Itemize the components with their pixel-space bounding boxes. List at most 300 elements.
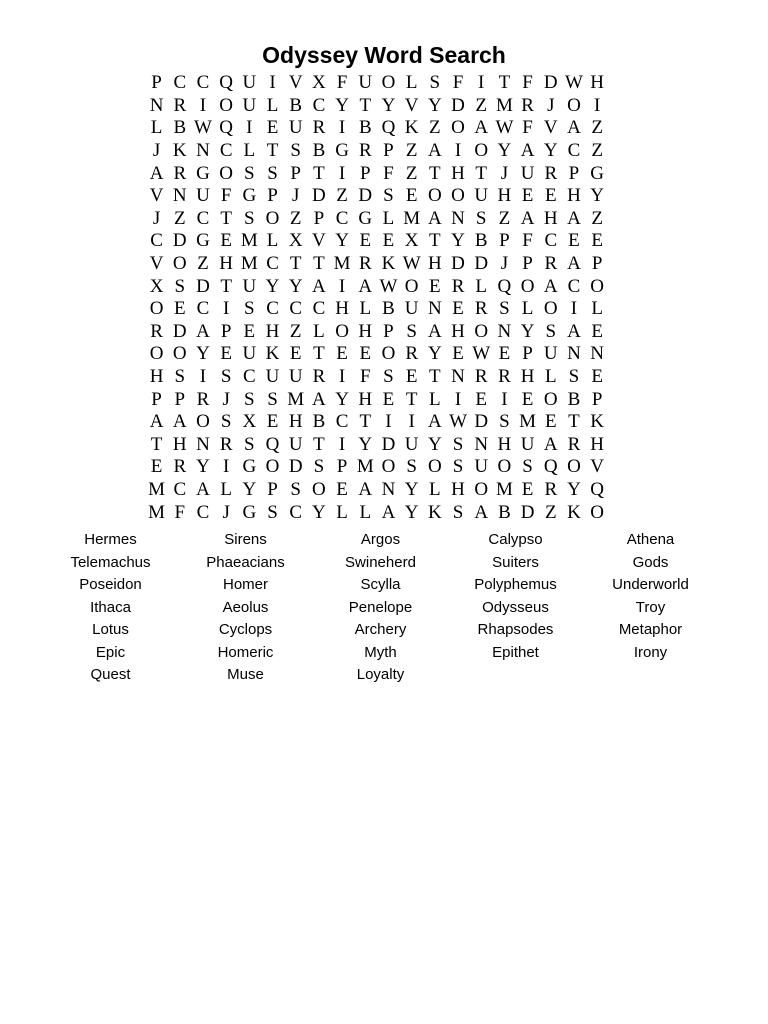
- grid-letter: U: [474, 456, 489, 478]
- grid-letter: G: [335, 140, 349, 162]
- grid-letter: M: [240, 253, 258, 275]
- grid-row: [145, 208, 625, 231]
- grid-letter: G: [590, 162, 605, 184]
- grid-letter: P: [359, 162, 371, 184]
- grid-letter: T: [405, 388, 418, 410]
- grid-letter: O: [474, 140, 489, 162]
- grid-letter: A: [427, 140, 442, 162]
- grid-letter: M: [403, 207, 421, 229]
- grid-letter: I: [338, 433, 346, 455]
- grid-letter: D: [358, 185, 373, 207]
- grid-letter: Q: [219, 117, 234, 139]
- grid-letter: E: [452, 298, 464, 320]
- grid-letter: C: [312, 298, 326, 320]
- grid-letter: E: [266, 411, 279, 433]
- grid-letter: N: [474, 433, 489, 455]
- word-item: Scylla: [360, 576, 401, 594]
- grid-letter: U: [288, 366, 303, 388]
- grid-letter: P: [499, 230, 510, 252]
- grid-letter: I: [408, 411, 415, 433]
- grid-letter: J: [152, 207, 161, 229]
- grid-letter: T: [313, 433, 325, 455]
- grid-letter: Z: [429, 117, 441, 139]
- grid-letter: O: [451, 185, 465, 207]
- grid-letter: O: [149, 298, 164, 320]
- grid-letter: A: [312, 388, 326, 410]
- grid-letter: I: [454, 388, 462, 410]
- grid-letter: E: [429, 275, 441, 297]
- grid-letter: H: [590, 433, 605, 455]
- grid-letter: E: [382, 230, 395, 252]
- word-item: Polyphemus: [474, 576, 557, 594]
- grid-row: [145, 117, 625, 140]
- grid-letter: D: [474, 253, 489, 275]
- grid-letter: Z: [289, 320, 302, 342]
- grid-letter: X: [242, 411, 257, 433]
- grid-letter: R: [498, 366, 511, 388]
- grid-letter: C: [335, 411, 349, 433]
- grid-letter: A: [427, 411, 442, 433]
- word-item: Odysseus: [482, 598, 549, 616]
- grid-letter: E: [521, 185, 534, 207]
- grid-letter: C: [150, 230, 163, 252]
- grid-letter: L: [243, 140, 256, 162]
- grid-letter: P: [591, 388, 603, 410]
- grid-letter: T: [266, 140, 279, 162]
- grid-letter: C: [196, 207, 210, 229]
- grid-letter: Y: [335, 230, 349, 252]
- grid-letter: O: [381, 343, 396, 365]
- grid-letter: U: [265, 366, 280, 388]
- grid-letter: C: [266, 253, 279, 275]
- grid-letter: T: [313, 253, 325, 275]
- grid-letter: T: [498, 72, 511, 94]
- grid-letter: S: [499, 298, 510, 320]
- grid-letter: Y: [196, 456, 210, 478]
- grid-letter: O: [451, 117, 465, 139]
- grid-letter: N: [567, 343, 581, 365]
- word-item: Phaeacians: [206, 553, 285, 571]
- grid-letter: H: [358, 388, 373, 410]
- grid-letter: L: [150, 117, 163, 139]
- grid-letter: H: [149, 366, 164, 388]
- grid-letter: K: [172, 140, 187, 162]
- grid-letter: S: [244, 162, 255, 184]
- grid-letter: C: [196, 72, 210, 94]
- word-item: Sirens: [224, 531, 267, 549]
- grid-letter: J: [222, 388, 230, 410]
- grid-letter: M: [240, 230, 258, 252]
- grid-letter: T: [150, 433, 163, 455]
- grid-letter: E: [243, 320, 256, 342]
- grid-letter: P: [220, 320, 232, 342]
- grid-row: [145, 72, 625, 95]
- grid-letter: S: [267, 162, 278, 184]
- grid-letter: O: [404, 275, 419, 297]
- grid-letter: R: [544, 253, 558, 275]
- grid-letter: H: [451, 320, 465, 342]
- grid-letter: B: [289, 94, 303, 116]
- grid-letter: I: [385, 411, 392, 433]
- grid-letter: I: [570, 298, 578, 320]
- word-item: Suiters: [492, 553, 539, 571]
- grid-letter: I: [478, 72, 485, 94]
- grid-letter: F: [383, 162, 394, 184]
- grid-letter: N: [451, 207, 465, 229]
- grid-letter: O: [567, 94, 581, 116]
- grid-letter: E: [220, 343, 232, 365]
- grid-letter: R: [544, 162, 558, 184]
- grid-letter: N: [497, 320, 512, 342]
- grid-letter: Z: [591, 207, 603, 229]
- grid-letter: Z: [197, 253, 209, 275]
- grid-letter: P: [383, 140, 394, 162]
- word-item: Aeolus: [222, 598, 269, 616]
- grid-letter: V: [543, 117, 558, 139]
- grid-letter: S: [244, 298, 255, 320]
- grid-letter: P: [151, 72, 162, 94]
- grid-row: [145, 434, 625, 457]
- grid-letter: H: [288, 411, 303, 433]
- word-item: Gods: [632, 553, 669, 571]
- grid-letter: A: [474, 501, 489, 523]
- grid-letter: T: [220, 207, 232, 229]
- grid-letter: T: [568, 411, 580, 433]
- grid-letter: H: [497, 185, 512, 207]
- grid-letter: R: [150, 320, 163, 342]
- grid-letter: A: [427, 320, 442, 342]
- grid-letter: E: [289, 343, 302, 365]
- grid-letter: U: [404, 298, 419, 320]
- grid-letter: S: [429, 72, 441, 94]
- grid-letter: Y: [404, 501, 419, 523]
- grid-letter: L: [336, 501, 348, 523]
- grid-letter: S: [220, 366, 232, 388]
- grid-letter: O: [172, 343, 187, 365]
- grid-letter: T: [359, 411, 372, 433]
- word-item: Penelope: [348, 598, 413, 616]
- word-item: Poseidon: [79, 576, 142, 594]
- grid-letter: F: [359, 366, 371, 388]
- grid-row: [145, 321, 625, 344]
- grid-letter: C: [266, 298, 279, 320]
- grid-letter: S: [313, 456, 325, 478]
- grid-letter: A: [149, 411, 164, 433]
- grid-letter: S: [452, 456, 464, 478]
- grid-letter: L: [313, 320, 325, 342]
- grid-letter: D: [451, 253, 465, 275]
- grid-letter: D: [196, 275, 210, 297]
- grid-letter: R: [358, 140, 372, 162]
- grid-letter: X: [312, 72, 326, 94]
- grid-letter: Q: [497, 275, 512, 297]
- grid-letter: F: [522, 72, 533, 94]
- grid-letter: X: [149, 275, 164, 297]
- grid-letter: F: [220, 185, 232, 207]
- grid-letter: P: [522, 253, 533, 275]
- grid-letter: U: [404, 433, 419, 455]
- grid-letter: W: [379, 275, 398, 297]
- grid-letter: F: [336, 72, 348, 94]
- grid-row: [145, 230, 625, 253]
- grid-letter: O: [520, 275, 535, 297]
- grid-letter: P: [522, 343, 533, 365]
- grid-letter: R: [173, 162, 187, 184]
- grid-letter: O: [172, 253, 187, 275]
- grid-letter: O: [543, 298, 558, 320]
- grid-letter: Y: [543, 140, 558, 162]
- word-item: Troy: [635, 598, 666, 616]
- grid-letter: D: [312, 185, 326, 207]
- word-list-row: [43, 642, 718, 665]
- grid-letter: O: [381, 72, 396, 94]
- grid-letter: Y: [242, 478, 257, 500]
- grid-letter: L: [475, 275, 488, 297]
- grid-letter: I: [199, 94, 207, 116]
- grid-letter: Y: [567, 478, 581, 500]
- grid-letter: C: [196, 298, 210, 320]
- grid-letter: R: [451, 275, 465, 297]
- word-item: Hermes: [84, 531, 137, 549]
- grid-letter: F: [174, 501, 186, 523]
- word-list-row: [43, 664, 718, 687]
- grid-letter: I: [246, 117, 253, 139]
- grid-row: [145, 162, 625, 185]
- word-item: Archery: [354, 621, 407, 639]
- grid-letter: L: [359, 501, 372, 523]
- grid-letter: Y: [497, 140, 512, 162]
- grid-letter: A: [567, 320, 581, 342]
- word-item: Epic: [95, 643, 126, 661]
- grid-letter: N: [590, 343, 605, 365]
- grid-letter: H: [543, 207, 558, 229]
- grid-letter: O: [497, 456, 512, 478]
- grid-letter: P: [591, 253, 603, 275]
- grid-letter: U: [358, 72, 373, 94]
- grid-letter: E: [150, 456, 163, 478]
- grid-letter: I: [222, 456, 230, 478]
- grid-letter: H: [265, 320, 280, 342]
- word-item: Swineherd: [345, 553, 416, 571]
- grid-letter: M: [148, 478, 166, 500]
- grid-letter: L: [382, 207, 395, 229]
- grid-letter: A: [196, 320, 210, 342]
- grid-letter: N: [149, 94, 164, 116]
- grid-letter: W: [472, 343, 491, 365]
- grid-letter: A: [567, 253, 581, 275]
- grid-letter: O: [381, 456, 396, 478]
- grid-letter: P: [151, 388, 162, 410]
- grid-letter: T: [359, 94, 372, 116]
- grid-letter: U: [242, 343, 257, 365]
- grid-letter: K: [590, 411, 605, 433]
- grid-letter: P: [568, 162, 580, 184]
- grid-letter: G: [242, 456, 257, 478]
- grid-letter: S: [406, 320, 417, 342]
- grid-letter: S: [290, 140, 301, 162]
- grid-letter: Z: [336, 185, 348, 207]
- grid-letter: R: [474, 366, 488, 388]
- grid-letter: A: [312, 275, 326, 297]
- grid-letter: R: [173, 456, 187, 478]
- grid-letter: Y: [358, 433, 373, 455]
- grid-letter: B: [358, 117, 372, 139]
- grid-letter: Y: [590, 185, 605, 207]
- grid-row: [145, 388, 625, 411]
- grid-letter: W: [449, 411, 467, 433]
- grid-letter: O: [474, 320, 489, 342]
- grid-letter: K: [265, 343, 280, 365]
- word-list-row: [43, 552, 718, 575]
- grid-letter: M: [495, 94, 513, 116]
- grid-letter: H: [427, 253, 442, 275]
- grid-letter: E: [544, 185, 557, 207]
- grid-letter: I: [454, 140, 462, 162]
- grid-letter: N: [172, 185, 187, 207]
- grid-letter: S: [383, 366, 394, 388]
- grid-letter: T: [429, 162, 441, 184]
- grid-letter: S: [244, 433, 255, 455]
- grid-letter: L: [591, 298, 603, 320]
- grid-letter: G: [358, 207, 373, 229]
- grid-letter: U: [242, 94, 257, 116]
- grid-letter: H: [520, 366, 535, 388]
- grid-letter: B: [312, 140, 326, 162]
- grid-letter: R: [173, 94, 187, 116]
- word-list-row: [43, 619, 718, 642]
- grid-letter: T: [429, 366, 441, 388]
- grid-letter: Y: [196, 343, 210, 365]
- grid-letter: J: [547, 94, 555, 116]
- grid-letter: H: [219, 253, 234, 275]
- grid-letter: W: [402, 253, 421, 275]
- grid-letter: V: [149, 253, 164, 275]
- grid-letter: A: [196, 478, 210, 500]
- grid-letter: Z: [405, 162, 418, 184]
- grid-letter: E: [544, 411, 557, 433]
- word-item: Quest: [90, 666, 131, 684]
- grid-letter: W: [495, 117, 514, 139]
- grid-letter: U: [196, 185, 210, 207]
- grid-letter: E: [521, 478, 534, 500]
- grid-letter: Y: [335, 388, 349, 410]
- grid-letter: E: [405, 185, 418, 207]
- grid-letter: E: [498, 343, 511, 365]
- grid-letter: C: [219, 140, 233, 162]
- grid-letter: A: [149, 162, 164, 184]
- grid-letter: S: [267, 501, 278, 523]
- grid-letter: V: [590, 456, 605, 478]
- grid-letter: D: [451, 94, 465, 116]
- grid-letter: I: [338, 366, 346, 388]
- grid-letter: O: [590, 275, 605, 297]
- grid-letter: C: [173, 478, 187, 500]
- grid-letter: G: [196, 162, 210, 184]
- grid-letter: O: [427, 185, 442, 207]
- grid-letter: E: [336, 343, 348, 365]
- grid-letter: A: [381, 501, 396, 523]
- grid-letter: K: [404, 117, 419, 139]
- grid-letter: M: [148, 501, 166, 523]
- grid-letter: X: [288, 230, 303, 252]
- word-item: Myth: [364, 643, 397, 661]
- grid-letter: L: [405, 72, 418, 94]
- grid-letter: S: [452, 501, 464, 523]
- grid-letter: Y: [288, 275, 303, 297]
- grid-letter: V: [288, 72, 303, 94]
- grid-letter: B: [382, 298, 395, 320]
- grid-letter: S: [383, 185, 394, 207]
- grid-letter: E: [405, 366, 418, 388]
- grid-letter: Z: [475, 94, 488, 116]
- word-list-row: [43, 574, 718, 597]
- word-item: Epithet: [492, 643, 539, 661]
- grid-letter: Y: [335, 94, 349, 116]
- grid-letter: R: [358, 253, 372, 275]
- grid-letter: Y: [427, 94, 442, 116]
- page-title: Odyssey Word Search: [262, 42, 506, 68]
- grid-letter: H: [451, 162, 465, 184]
- grid-letter: F: [522, 117, 533, 139]
- grid-letter: K: [427, 501, 442, 523]
- grid-letter: V: [404, 94, 419, 116]
- grid-letter: Y: [381, 94, 396, 116]
- grid-letter: S: [522, 456, 533, 478]
- grid-letter: A: [358, 478, 373, 500]
- grid-letter: Y: [520, 320, 535, 342]
- grid-row: [145, 275, 625, 298]
- grid-letter: O: [312, 478, 326, 500]
- grid-letter: R: [219, 433, 233, 455]
- grid-letter: Z: [544, 501, 557, 523]
- letter-grid: [145, 72, 625, 524]
- grid-letter: E: [359, 230, 372, 252]
- grid-letter: Z: [498, 207, 511, 229]
- grid-letter: Y: [404, 478, 419, 500]
- grid-letter: S: [568, 366, 580, 388]
- grid-letter: Z: [591, 140, 603, 162]
- word-item: Athena: [626, 531, 675, 549]
- grid-letter: D: [520, 501, 535, 523]
- grid-letter: O: [567, 456, 581, 478]
- grid-letter: D: [172, 320, 187, 342]
- grid-letter: N: [451, 366, 465, 388]
- grid-letter: S: [244, 207, 255, 229]
- grid-letter: R: [474, 298, 488, 320]
- grid-letter: C: [289, 501, 303, 523]
- grid-letter: L: [359, 298, 372, 320]
- grid-letter: H: [567, 185, 581, 207]
- grid-letter: P: [267, 185, 278, 207]
- grid-letter: U: [520, 162, 535, 184]
- grid-letter: O: [474, 478, 489, 500]
- grid-letter: H: [451, 478, 465, 500]
- word-item: Metaphor: [618, 621, 683, 639]
- grid-row: [145, 140, 625, 163]
- grid-letter: E: [568, 230, 580, 252]
- grid-letter: E: [521, 388, 534, 410]
- word-item: Irony: [633, 643, 668, 661]
- grid-letter: L: [429, 388, 441, 410]
- grid-letter: I: [338, 162, 346, 184]
- grid-letter: Y: [312, 501, 326, 523]
- word-list-row: [43, 597, 718, 620]
- grid-letter: O: [219, 162, 234, 184]
- grid-letter: S: [290, 478, 301, 500]
- grid-letter: P: [383, 320, 394, 342]
- grid-letter: P: [313, 207, 325, 229]
- grid-letter: E: [591, 320, 603, 342]
